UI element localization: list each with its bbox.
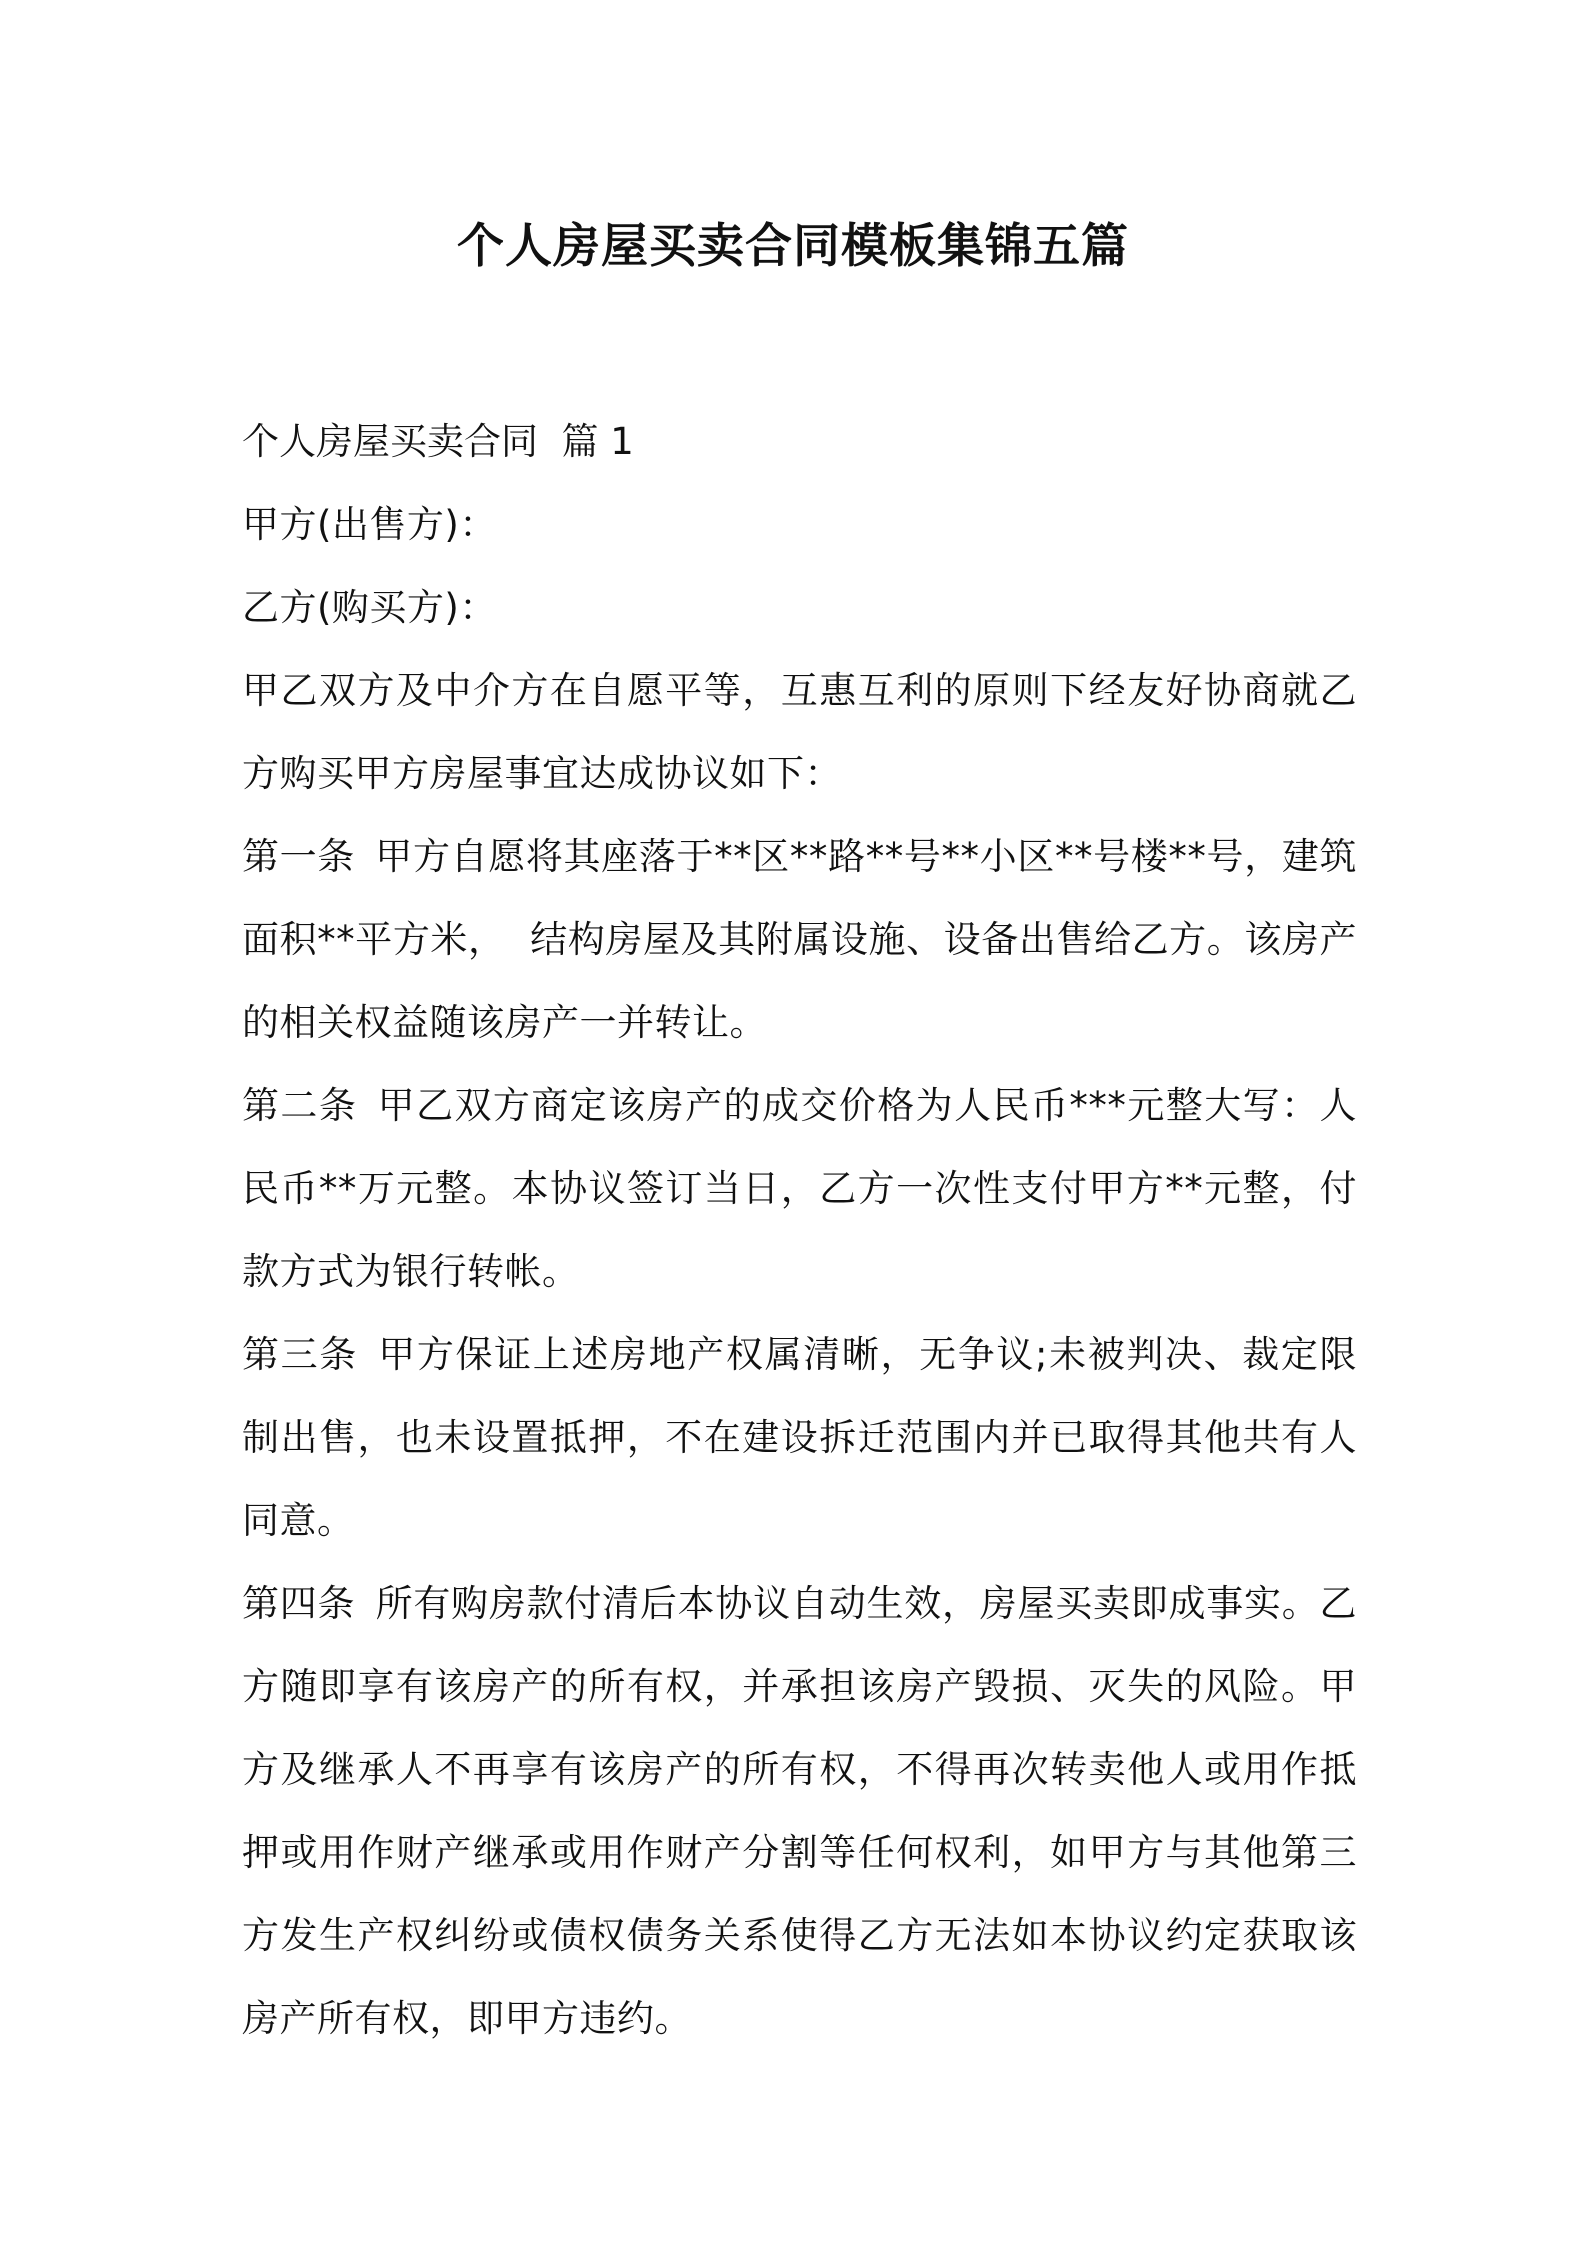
- article-3-number: 第三条: [242, 1333, 358, 1376]
- party-a-line: 甲方(出售方)：: [242, 503, 497, 546]
- party-b-line: 乙方(购买方)：: [242, 586, 497, 629]
- article-4-text: 所有购房款付清后本协议自动生效，房屋买卖即成事实。乙方随即享有该房产的所有权，并承担该房产毁损、灭失的风险。甲方及继承人不再享有该房产的所有权，不得再次转卖他人或用作抵押或用作财产继承或用作财产分割等任何权利，如甲方与其他第三方发生产权纠纷或债权债务关系使得乙方无法如本协议约定获取该房产所有权，即甲方违约。: [242, 1582, 1358, 2040]
- article-2: [242, 1064, 1357, 1313]
- article-3: [242, 1313, 1357, 1562]
- document-title: 个人房屋买卖合同模板集锦五篇: [457, 219, 1129, 274]
- article-4: [242, 1562, 1357, 2060]
- article-4-number: 第四条: [242, 1582, 356, 1625]
- document-body: [242, 400, 1357, 2060]
- article-1-number: 第一条: [242, 835, 355, 878]
- article-1: [242, 815, 1357, 1064]
- article-3-text: 甲方保证上述房地产权属清晰，无争议;未被判决、裁定限制出售，也未设置抵押，不在建设拆迁范围内并已取得其他共有人同意。: [242, 1333, 1358, 1542]
- section-heading: 个人房屋买卖合同 篇 1: [242, 420, 634, 463]
- article-1-text: 甲方自愿将其座落于**区**路**号**小区**号楼**号，建筑面积**平方米， 结构房屋及其附属设施、设备出售给乙方。该房产的相关权益随该房产一并转让。: [242, 835, 1358, 1044]
- article-2-number: 第二条: [242, 1084, 358, 1127]
- preamble-paragraph: 甲乙双方及中介方在自愿平等，互惠互利的原则下经友好协商就乙方购买甲方房屋事宜达成协议如下：: [242, 669, 1357, 795]
- article-2-text: 甲乙双方商定该房产的成交价格为人民币***元整大写：人民币**万元整。本协议签订当日，乙方一次性支付甲方**元整，付款方式为银行转帐。: [242, 1084, 1358, 1293]
